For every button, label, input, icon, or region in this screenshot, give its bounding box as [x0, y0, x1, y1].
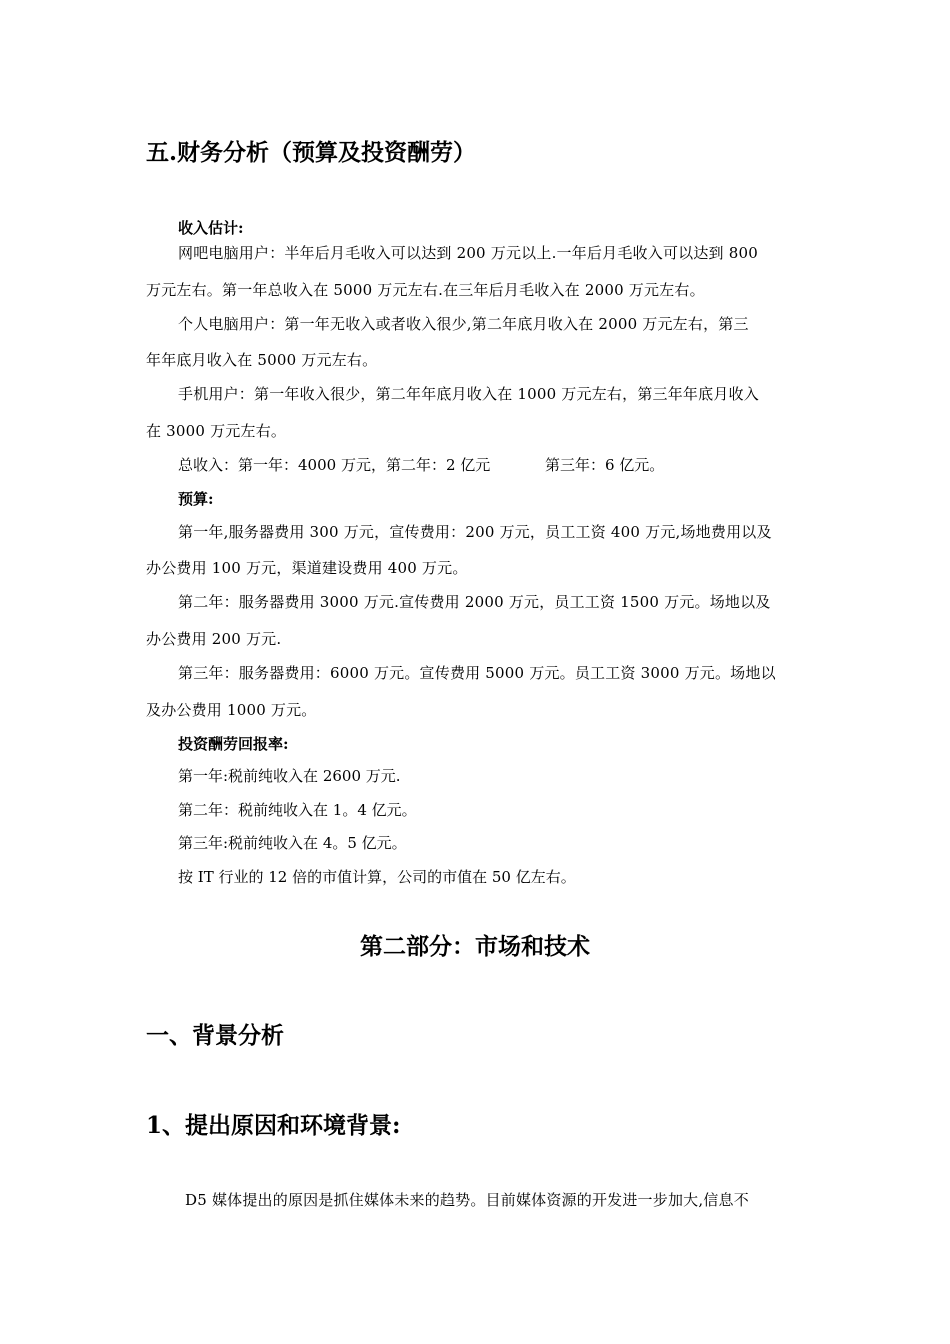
roi-heading: 投资酬劳回报率:	[178, 735, 289, 753]
total-revenue-line: 总收入：第一年：4000 万元，第二年：2 亿元	[178, 456, 491, 474]
budget-paragraph-line: 第一年,服务器费用 300 万元，宣传费用：200 万元，员工工资 400 万元,场地费用以及	[178, 523, 772, 541]
budget-heading: 预算:	[178, 490, 214, 508]
budget-paragraph-line: 第三年：服务器费用：6000 万元。宣传费用 5000 万元。员工工资 3000 万元。场地以	[178, 664, 776, 682]
roi-line: 按 IT 行业的 12 倍的市值计算，公司的市值在 50 亿左右。	[178, 868, 576, 886]
part-two-title: 第二部分：市场和技术	[360, 933, 590, 960]
section-title-financial-analysis: 五.财务分析（预算及投资酬劳）	[146, 139, 477, 166]
revenue-estimate-heading: 收入估计:	[178, 219, 244, 237]
revenue-paragraph-line: 万元左右。第一年总收入在 5000 万元左右.在三年后月毛收入在 2000 万元左右。	[146, 281, 705, 299]
roi-line: 第二年：税前纯收入在 1。4 亿元。	[178, 801, 417, 819]
budget-paragraph-line: 及办公费用 1000 万元。	[146, 701, 317, 719]
revenue-paragraph-line: 个人电脑用户：第一年无收入或者收入很少,第二年底月收入在 2000 万元左右，第三	[178, 315, 749, 333]
revenue-paragraph-line: 手机用户：第一年收入很少，第二年年底月收入在 1000 万元左右，第三年年底月收入	[178, 385, 759, 403]
revenue-paragraph-line: 在 3000 万元左右。	[146, 422, 287, 440]
roi-line: 第一年:税前纯收入在 2600 万元.	[178, 767, 401, 785]
subsection-title-reasons-background: 1、提出原因和环境背景:	[146, 1112, 401, 1139]
revenue-paragraph-line: 年年底月收入在 5000 万元左右。	[146, 351, 378, 369]
section-title-background-analysis: 一、背景分析	[146, 1022, 284, 1049]
roi-line: 第三年:税前纯收入在 4。5 亿元。	[178, 834, 407, 852]
budget-paragraph-line: 办公费用 200 万元.	[146, 630, 282, 648]
budget-paragraph-line: 办公费用 100 万元，渠道建设费用 400 万元。	[146, 559, 468, 577]
budget-paragraph-line: 第二年：服务器费用 3000 万元.宣传费用 2000 万元，员工工资 1500 万元。场地以及	[178, 593, 771, 611]
revenue-paragraph-line: 网吧电脑用户：半年后月毛收入可以达到 200 万元以上.一年后月毛收入可以达到 800	[178, 244, 758, 262]
total-revenue-year3: 第三年：6 亿元。	[545, 456, 665, 474]
intro-paragraph-line: D5 媒体提出的原因是抓住媒体未来的趋势。目前媒体资源的开发进一步加大,信息不	[185, 1191, 749, 1209]
